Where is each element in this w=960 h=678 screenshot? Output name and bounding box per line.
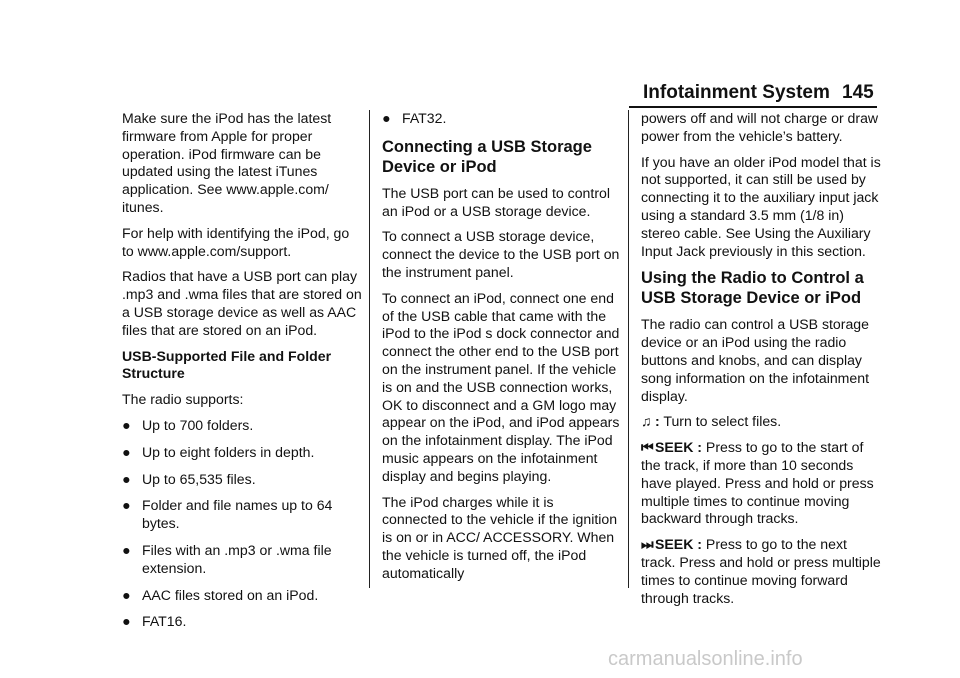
list-item: ● Up to 700 folders.: [122, 416, 254, 433]
list-item: ● Up to 65,535 files.: [122, 470, 256, 487]
bullet-icon: ●: [122, 470, 131, 487]
paragraph: The radio can control a USB storage device or an iPod using the radio buttons and knobs, and can display song information on the infotainment display.: [641, 316, 869, 404]
music-note-icon: ♫: [641, 413, 652, 430]
seek-forward-icon: ⏭: [641, 536, 654, 553]
paragraph: To connect a USB storage device, connect the device to the USB port on the instrument panel.: [382, 228, 620, 280]
section-heading: Connecting a USB Storage Device or iPod: [382, 137, 592, 176]
paragraph: To connect an iPod, connect one end of the USB cable that came with the iPod to the iPod s dock connector and connect the other end to the USB port on the instrument panel. If the vehicle is on and the USB connection works, OK to disconnect and a GM logo may appear on the iPod, and iPod appears on the infotainment display. The iPod music appears on the infotainment display and begins playing.: [382, 289, 620, 484]
paragraph: Make sure the iPod has the latest firmware from Apple for proper operation. iPod firmware can be updated using the latest iTunes application. See www.apple.com/ itunes.: [122, 110, 332, 215]
bullet-icon: ●: [122, 586, 131, 603]
section-heading: Using the Radio to Control a USB Storage Device or iPod: [641, 269, 864, 308]
list-item: ● FAT16.: [122, 613, 187, 630]
seek-forward-description: ⏭SEEK : Press to go to the next track. Press and hold or press multiple times to continue moving forward through tracks.: [641, 536, 881, 606]
page-number: 145: [842, 82, 874, 103]
bullet-icon: ●: [122, 416, 131, 433]
watermark: carmanualsonline.info: [608, 648, 803, 670]
list-item: ● Files with an .mp3 or .wma file extension.: [122, 541, 332, 576]
column-divider: [369, 110, 370, 588]
bullet-icon: ●: [122, 541, 131, 558]
column-2: [382, 110, 622, 591]
bullet-icon: ●: [122, 613, 131, 630]
column-3: [641, 110, 881, 615]
paragraph: For help with identifying the iPod, go to www.apple.com/support.: [122, 224, 350, 259]
list-item: ● FAT32.: [382, 110, 447, 126]
paragraph: The radio supports:: [122, 391, 244, 408]
paragraph: The USB port can be used to control an iPod or a USB storage device.: [382, 184, 610, 219]
paragraph: The iPod charges while it is connected to the vehicle if the ignition is on or in ACC/ ACCESSORY. When the vehicle is turned off, the iPod automatically: [382, 493, 618, 581]
list-item: ● AAC files stored on an iPod.: [122, 586, 319, 603]
subheading: USB-Supported File and Folder Structure: [122, 347, 332, 382]
header-title: Infotainment System: [643, 82, 830, 103]
seek-back-icon: ⏮: [641, 439, 654, 456]
bullet-icon: ●: [122, 497, 131, 514]
bullet-icon: ●: [382, 110, 391, 126]
paragraph: If you have an older iPod model that is not supported, it can still be used by connecting it to the auxiliary input jack using a standard 3.5 mm (1/8 in) stereo cable. See Using the Auxiliary Input Jack previously in this section.: [641, 153, 881, 259]
list-item: ● Folder and file names up to 64 bytes.: [122, 497, 333, 532]
paragraph: powers off and will not charge or draw power from the vehicle’s battery.: [641, 110, 879, 144]
seek-back-description: ⏮SEEK : Press to go to the start of the track, if more than 10 seconds have played. Press and hold or press multiple times to continue moving backward through tracks.: [641, 439, 874, 527]
column-1: [122, 110, 362, 640]
paragraph: Radios that have a USB port can play .mp3 and .wma files that are stored on a USB storage device as well as AAC files that are stored on an iPod.: [122, 268, 362, 338]
list-item: ● Up to eight folders in depth.: [122, 443, 315, 460]
column-divider: [628, 110, 629, 588]
control-knob-description: ♫ : Turn to select files.: [641, 413, 782, 430]
header-rule: [629, 106, 877, 108]
bullet-icon: ●: [122, 443, 131, 460]
